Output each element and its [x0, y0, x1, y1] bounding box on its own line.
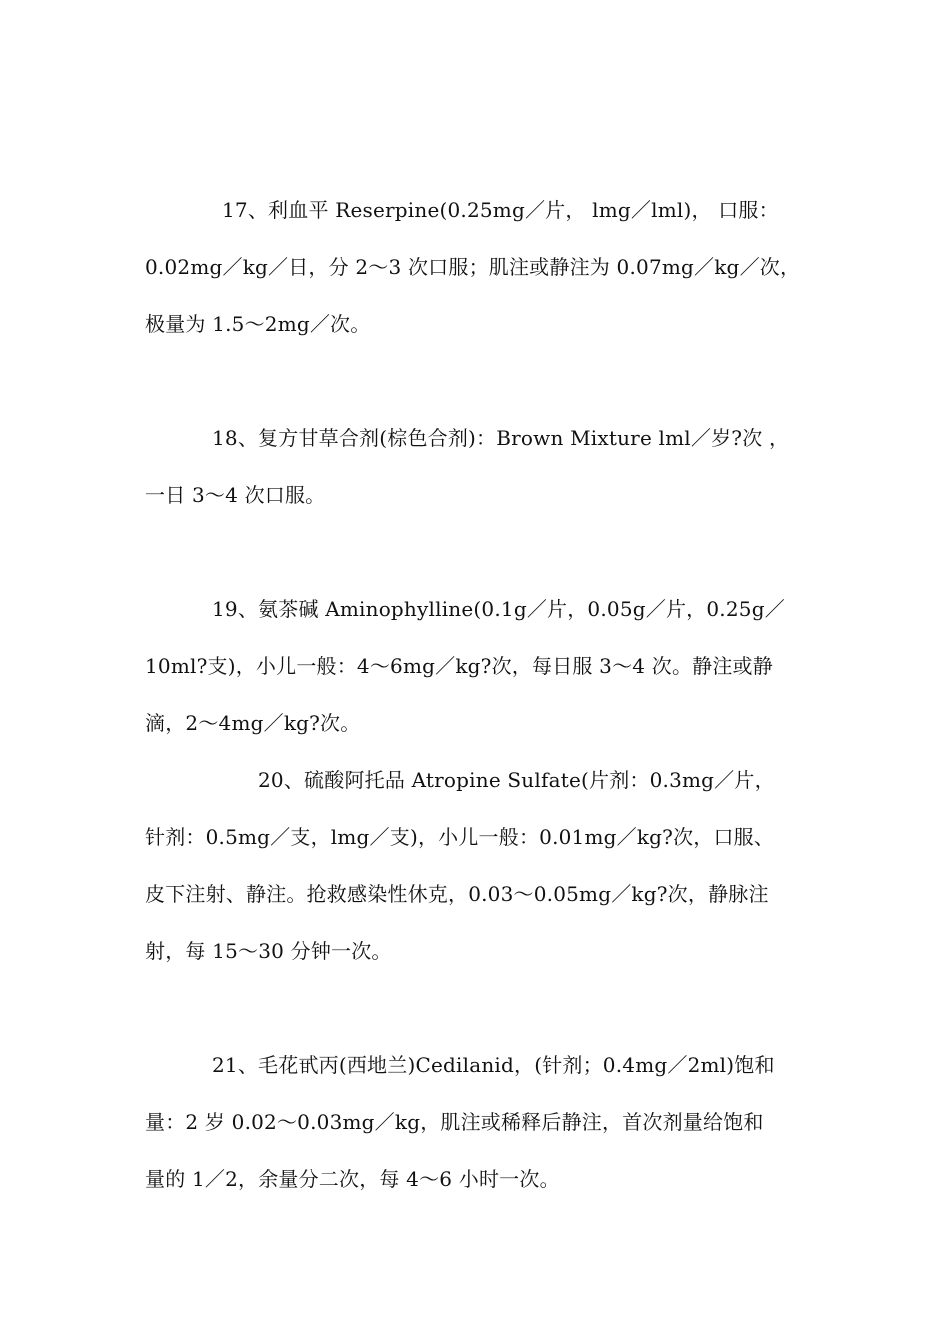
entry-19-line-1: 19、氨茶碱 Aminophylline(0.1g／片，0.05g／片，0.25g／ — [212, 597, 785, 621]
entry-17-line-3: 极量为 1.5～2mg／次。 — [145, 312, 371, 336]
entry-19-line-3: 滴，2～4mg／kg?次。 — [145, 711, 361, 735]
entry-21-line-3: 量的 1／2，余量分二次，每 4～6 小时一次。 — [145, 1167, 560, 1191]
entry-19-line-2: 10ml?支)，小儿一般：4～6mg／kg?次，每日服 3～4 次。静注或静 — [145, 654, 773, 678]
entry-17-line-2: 0.02mg／kg／日，分 2～3 次口服；肌注或静注为 0.07mg／kg／次， — [145, 255, 801, 279]
entry-18-line-1: 18、复方甘草合剂(棕色合剂)：Brown Mixture lml／岁?次 ， — [212, 426, 790, 450]
entry-17-line-1: 17、利血平 Reserpine(0.25mg／片， lmg／lml)， 口服： — [222, 198, 779, 222]
entry-20-line-2: 针剂：0.5mg／支，lmg／支)，小儿一般：0.01mg／kg?次，口服、 — [145, 825, 775, 849]
entry-18-line-2: 一日 3～4 次口服。 — [145, 483, 326, 507]
entry-21-line-2: 量：2 岁 0.02～0.03mg／kg，肌注或稀释后静注，首次剂量给饱和 — [145, 1110, 764, 1134]
entry-20-line-4: 射，每 15～30 分钟一次。 — [145, 939, 392, 963]
entry-20-line-1: 20、硫酸阿托品 Atropine Sulfate(片剂：0.3mg／片， — [258, 768, 775, 792]
entry-20-line-3: 皮下注射、静注。抢救感染性休克，0.03～0.05mg／kg?次，静脉注 — [145, 882, 769, 906]
entry-21-line-1: 21、毛花甙丙(西地兰)Cedilanid，(针剂；0.4mg／2ml)饱和 — [212, 1053, 775, 1077]
